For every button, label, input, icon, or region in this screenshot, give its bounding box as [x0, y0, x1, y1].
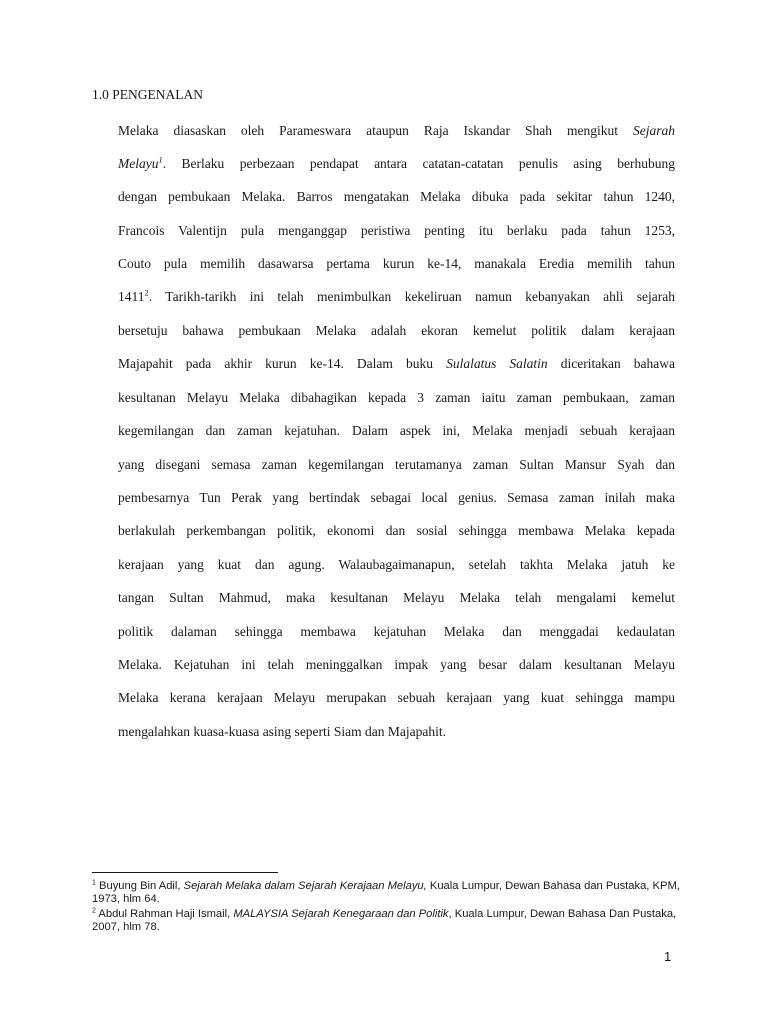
paragraph-line: Francois Valentijn pula menganggap peristiwa penting itu berlaku pada tahun 1253,: [118, 223, 675, 238]
paragraph-line: pembesarnya Tun Perak yang bertindak sebagai local genius. Semasa zaman inilah maka: [118, 490, 675, 505]
footnote-author: Abdul Rahman Haji Ismail,: [98, 908, 231, 920]
paragraph-line: Couto pula memilih dasawarsa pertama kurun ke-14, manakala Eredia memilih tahun: [118, 256, 675, 271]
paragraph-line: mengalahkan kuasa-kuasa asing seperti Siam dan Majapahit.: [118, 724, 447, 739]
page-number: 1: [664, 949, 672, 964]
paragraph-line: Melaka. Kejatuhan ini telah meninggalkan impak yang besar dalam kesultanan Melayu: [118, 657, 675, 672]
footnote-details: , Kuala Lumpur, Dewan Bahasa Dan Pustaka, 2007, hlm 78.: [92, 908, 677, 933]
footnote-title: Sejarah Melaka dalam Sejarah Kerajaan Melayu,: [183, 880, 427, 892]
footnote-details: Kuala Lumpur, Dewan Bahasa dan Pustaka, KPM, 1973, hlm 64.: [92, 880, 680, 905]
paragraph-line: politik dalaman sehingga membawa kejatuhan Melaka dan menggadai kedaulatan: [118, 624, 675, 639]
page-heading: 1.0 PENGENALAN: [92, 87, 203, 102]
italic-text-run: Melayu: [118, 156, 159, 171]
paragraph-line: bersetuju bahawa pembukaan Melaka adalah ekoran kemelut politik dalam kerajaan: [118, 323, 675, 338]
footnote-2: [92, 908, 682, 934]
text-run: Melaka diasaskan oleh Parameswara ataupun Raja Iskandar Shah mengikut: [118, 123, 619, 138]
paragraph-line: dengan pembukaan Melaka. Barros mengatakan Melaka dibuka pada sekitar tahun 1240,: [118, 189, 675, 204]
text-run: . Tarikh-tarikh ini telah menimbulkan kekeliruan namun kebanyakan ahli sejarah: [148, 289, 675, 304]
paragraph-line: kegemilangan dan zaman kejatuhan. Dalam aspek ini, Melaka menjadi sebuah kerajaan: [118, 423, 675, 438]
paragraph-line: berlakulah perkembangan politik, ekonomi dan sosial sehingga membawa Melaka kepada: [118, 523, 675, 538]
text-run: . Berlaku perbezaan pendapat antara catatan-catatan penulis asing berhubung: [162, 156, 675, 171]
footnote-author: Buyung Bin Adil,: [99, 880, 181, 892]
paragraph-line: [118, 122, 675, 140]
footnote-1: [92, 880, 682, 906]
footnote-marker: 1: [92, 879, 96, 887]
paragraph-line: kerajaan yang kuat dan agung. Walaubagaimanapun, setelah takhta Melaka jatuh ke: [118, 557, 675, 572]
paragraph-line: yang disegani semasa zaman kegemilangan terutamanya zaman Sultan Mansur Syah dan: [118, 457, 675, 472]
paragraph-line: [118, 288, 675, 306]
text-run: diceritakan bahawa: [560, 356, 676, 371]
paragraph-line: [118, 155, 675, 173]
text-run: Majapahit pada akhir kurun ke-14. Dalam buku: [118, 356, 433, 371]
paragraph-line: kesultanan Melayu Melaka dibahagikan kepada 3 zaman iaitu zaman pembukaan, zaman: [118, 390, 675, 405]
footnote-ref: 2: [144, 287, 149, 298]
footnote-divider: [92, 872, 278, 873]
text-run: 1411: [118, 289, 145, 304]
paragraph-line: tangan Sultan Mahmud, maka kesultanan Melayu Melaka telah mengalami kemelut: [118, 590, 675, 605]
italic-text-run: Sulalatus Salatin: [446, 356, 548, 371]
footnote-marker: 2: [92, 907, 96, 915]
footnote-title: MALAYSIA Sejarah Kenegaraan dan Politik: [233, 908, 449, 920]
paragraph-line: Melaka kerana kerajaan Melayu merupakan sebuah kerajaan yang kuat sehingga mampu: [118, 690, 675, 705]
footnote-ref: 1: [158, 154, 163, 165]
italic-text-run: Sejarah: [633, 123, 676, 138]
paragraph-line: [118, 355, 675, 373]
